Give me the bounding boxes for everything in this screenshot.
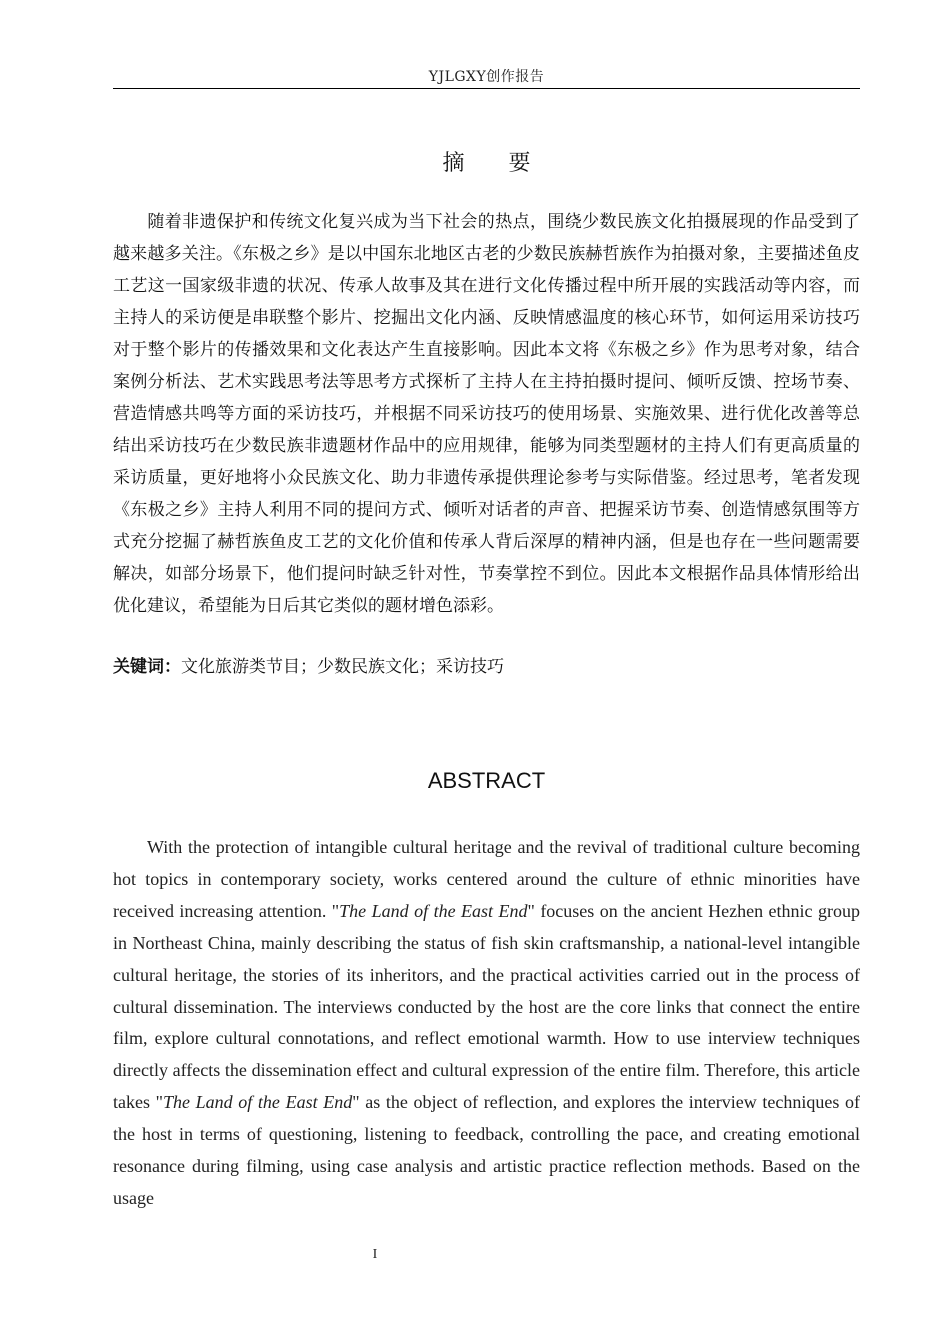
english-text-part-2: " focuses on the ancient Hezhen ethnic group in Northeast China, mainly describing the status of fish skin craftsmanship, a national-level intangible cultural heritage, the stories of its inheritors, and the practical activities carried out in the process of cultural dissemination. The interviews conducted by the host are the core links that connect the entire film, explore cultural connotations, and reflect emotional warmth. How to use interview techniques directly affects the dissemination effect and cultural expression of the entire film. Therefore, this article takes " — [113, 900, 860, 1113]
title-char-2: 要 — [508, 151, 531, 176]
title-char-1: 摘 — [442, 151, 465, 176]
english-text-part-3: " as the object of reflection, and explores the interview techniques of the host in terms of questioning, listening to feedback, controlling the pace, and creating emotional resonance during filming, using case analysis and artistic practice reflection methods. Based on the usage — [113, 1092, 860, 1208]
keywords-label: 关键词： — [113, 657, 181, 677]
film-title-italic: The Land of the East End — [162, 1092, 353, 1113]
english-abstract-body — [113, 832, 860, 1215]
chinese-keywords — [113, 651, 860, 683]
chinese-abstract-title — [113, 146, 860, 177]
film-title-italic: The Land of the East End — [339, 900, 528, 921]
chinese-abstract-body — [113, 206, 860, 622]
keywords-text: 文化旅游类节目；少数民族文化；采访技巧 — [181, 657, 504, 677]
english-abstract-title: ABSTRACT — [427, 768, 546, 793]
page-number: I — [372, 1247, 378, 1262]
header-rule — [113, 88, 860, 89]
chinese-abstract-text: 随着非遗保护和传统文化复兴成为当下社会的热点，围绕少数民族文化拍摄展现的作品受到了越来越多关注。《东极之乡》是以中国东北地区古老的少数民族赫哲族作为拍摄对象，主要描述鱼皮工艺这一国家级非遗的状况、传承人故事及其在进行文化传播过程中所开展的实践活动等内容，而主持人的采访便是串联整个影片、挖掘出文化内涵、反映情感温度的核心环节，如何运用采访技巧对于整个影片的传播效果和文化表达产生直接影响。因此本文将《东极之乡》作为思考对象，结合案例分析法、艺术实践思考法等思考方式探析了主持人在主持拍摄时提问、倾听反馈、控场节奏、营造情感共鸣等方面的采访技巧，并根据不同采访技巧的使用场景、实施效果、进行优化改善等总结出采访技巧在少数民族非遗题材作品中的应用规律，能够为同类型题材的主持人们有更高质量的采访质量，更好地将小众民族文化、助力非遗传承提供理论参考与实际借鉴。经过思考，笔者发现《东极之乡》主持人利用不同的提问方式、倾听对话者的声音、把握采访节奏、创造情感氛围等方式充分挖掘了赫哲族鱼皮工艺的文化价值和传承人背后深厚的精神内涵，但是也存在一些问题需要解决，如部分场景下，他们提问时缺乏针对性，节奏掌控不到位。因此本文根据作品具体情形给出优化建议，希望能为日后其它类似的题材增色添彩。 — [113, 212, 860, 616]
running-header: YJLGXY创作报告 — [428, 69, 545, 85]
english-text-part-1: With the protection of intangible cultural heritage and the revival of traditional culture becoming hot topics in contemporary society, works centered around the culture of ethnic minorities have received increasing attention. " — [113, 837, 860, 921]
